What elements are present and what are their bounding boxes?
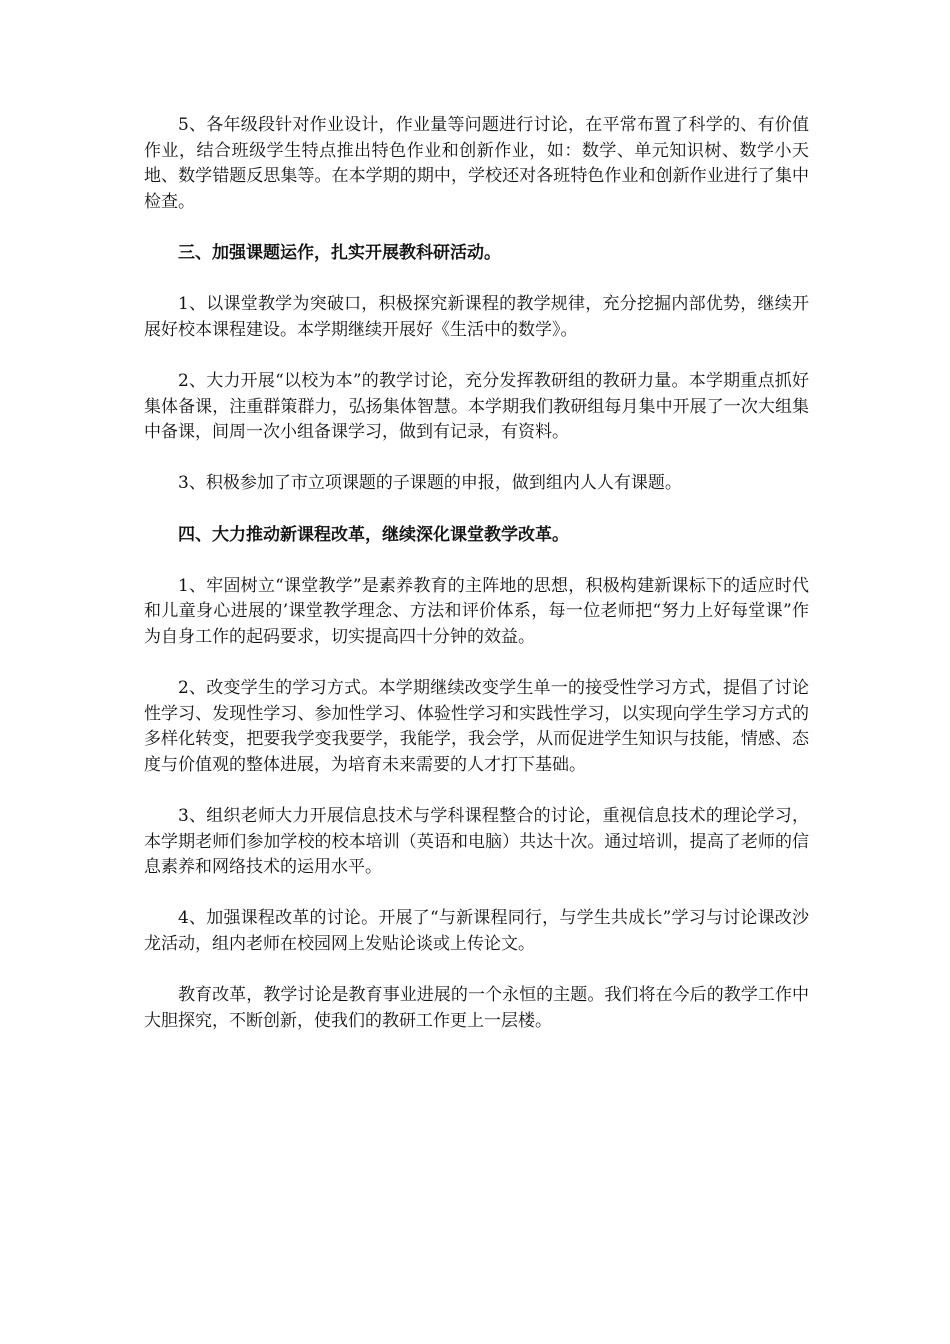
document-body: [144, 113, 809, 1060]
paragraph-conclusion: 教育改革，教学讨论是教育事业进展的一个永恒的主题。我们将在今后的教学工作中大胆探究，不断创新，使我们的教研工作更上一层楼。: [144, 985, 809, 1031]
paragraph-homework-design: 5、各年级段针对作业设计，作业量等问题进行讨论，在平常布置了科学的、有价值作业，结合班级学生特点推出特色作业和创新作业，如：数学、单元知识树、数学小天地、数学错题反思集等。在本学期的期中，学校还对各班特色作业和创新作业进行了集中检查。: [144, 115, 809, 212]
paragraph-classroom-breakthrough: 1、以课堂教学为突破口，积极探究新课程的教学规律，充分挖掘内部优势，继续开展好校本课程建设。本学期继续开展好《生活中的数学》。: [144, 294, 809, 340]
paragraph-reform-discussion: 4、加强课程改革的讨论。开展了“与新课程同行，与学生共成长”学习与讨论课改沙龙活动，组内老师在校园网上发贴论谈或上传论文。: [144, 908, 809, 954]
section-heading-3: 三、加强课题运作，扎实开展教科研活动。: [178, 242, 501, 263]
paragraph-it-integration: 3、组织老师大力开展信息技术与学科课程整合的讨论，重视信息技术的理论学习，本学期老师们参加学校的校本培训（英语和电脑）共达十次。通过培训，提高了老师的信息素养和网络技术的运用水平。: [144, 806, 809, 878]
paragraph-classroom-teaching: 1、牢固树立“课堂教学”是素养教育的主阵地的思想，积极构建新课标下的适应时代和儿童身心进展的’课堂教学理念、方法和评价体系，每一位老师把“努力上好每堂课”作为自身工作的起码要求，切实提高四十分钟的效益。: [144, 575, 809, 647]
paragraph-learning-methods: 2、改变学生的学习方式。本学期继续改变学生单一的接受性学习方式，提倡了讨论性学习、发现性学习、参加性学习、体验性学习和实践性学习，以实现向学生学习方式的多样化转变，把要我学变我要学，我能学，我会学，从而促进学生知识与技能，情感、态度与价值观的整体进展，为培育未来需要的人才打下基础。: [144, 678, 809, 775]
section-heading-4: 四、大力推动新课程改革，继续深化课堂教学改革。: [178, 524, 569, 545]
paragraph-school-based-research: 2、大力开展“以校为本”的教学讨论，充分发挥教研组的教研力量。本学期重点抓好集体备课，注重群策群力，弘扬集体智慧。本学期我们教研组每月集中开展了一次大组集中备课，间周一次小组备课学习，做到有记录，有资料。: [144, 370, 809, 443]
paragraph-subtopic-application: 3、积极参加了市立项课题的子课题的申报，做到组内人人有课题。: [178, 473, 682, 494]
